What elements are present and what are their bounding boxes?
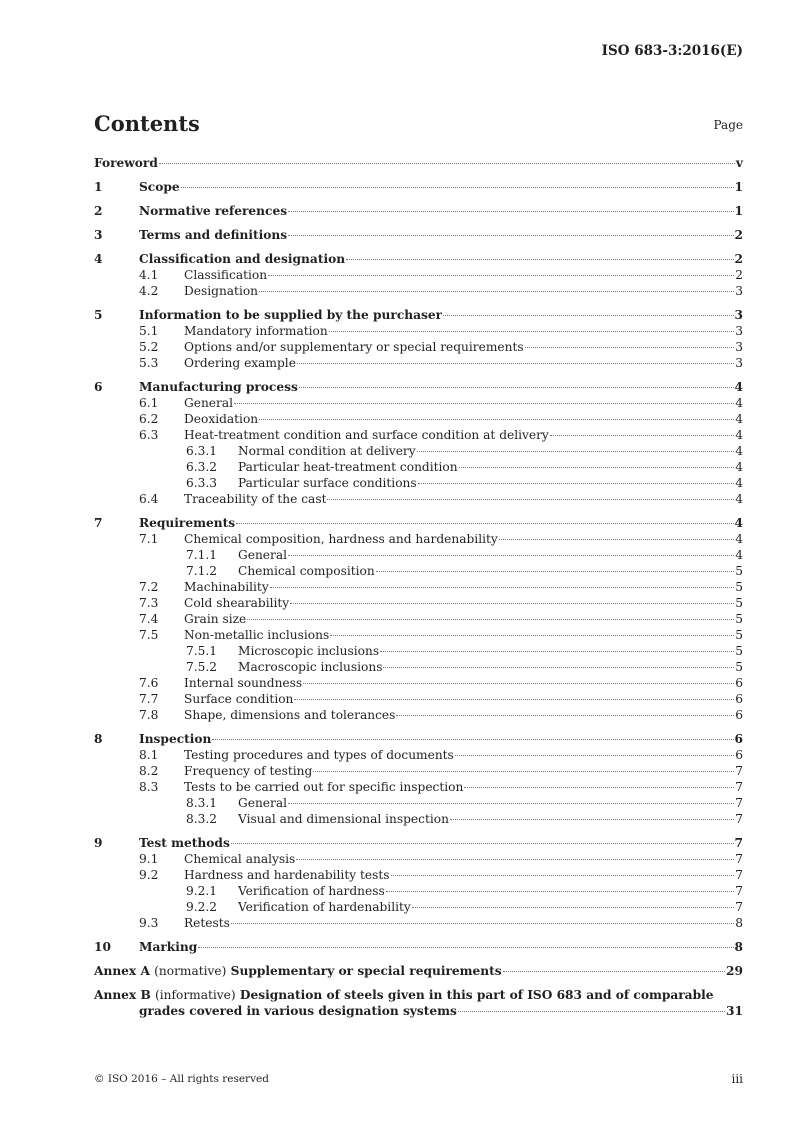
dot-leader — [455, 755, 734, 756]
dot-leader — [159, 163, 735, 164]
toc-entry-number: 4.2 — [139, 284, 159, 298]
dot-leader — [270, 587, 735, 588]
toc-entry-title: General — [184, 396, 233, 410]
toc-entry-number: 5.3 — [139, 356, 159, 370]
toc-entry-number: 7.6 — [139, 676, 159, 690]
toc-entry[interactable] — [94, 611, 743, 627]
toc-entry[interactable] — [94, 731, 743, 747]
toc-entry-number: 6.3.1 — [186, 444, 218, 458]
toc-entry-number: 7.7 — [139, 692, 159, 706]
toc-entry-number: 6.3 — [139, 428, 159, 442]
toc-entry-title: Normal condition at delivery — [238, 444, 416, 458]
toc-entry[interactable] — [94, 411, 743, 427]
toc-entry-number: 8.1 — [139, 748, 159, 762]
dot-leader — [499, 539, 734, 540]
toc-entry-title: Manufacturing process — [139, 380, 298, 394]
page-title: Contents — [94, 111, 200, 136]
toc-entry-number: 9.2.1 — [186, 884, 218, 898]
toc-entry-title: Terms and definitions — [139, 228, 288, 242]
table-of-contents — [94, 155, 743, 1019]
toc-entry-title: Particular heat-treatment condition — [238, 460, 458, 474]
footer-page-number: iii — [731, 1072, 743, 1086]
toc-entry-title: General — [238, 548, 287, 562]
toc-entry-title: Chemical analysis — [184, 852, 296, 866]
toc-entry-page: 4 — [735, 428, 743, 442]
toc-entry[interactable] — [94, 747, 743, 763]
toc-entry-title: Particular surface conditions — [238, 476, 417, 490]
toc-entry[interactable] — [94, 811, 743, 827]
dot-leader — [380, 651, 734, 652]
dot-leader — [288, 555, 734, 556]
toc-entry-number: 9.2 — [139, 868, 159, 882]
toc-entry[interactable] — [94, 899, 743, 915]
toc-entry-title: Scope — [139, 180, 180, 194]
toc-entry-page: 8 — [734, 940, 743, 954]
annex-title-line1: Designation of steels given in this part of ISO 683 and of comparable — [239, 988, 714, 1002]
footer-copyright: © ISO 2016 – All rights reserved — [94, 1073, 269, 1085]
toc-entry-page: v — [735, 156, 743, 170]
annex-title-line2: grades covered in various designation systems — [139, 1004, 457, 1018]
toc-entry-page: 2 — [735, 268, 743, 282]
toc-entry[interactable] — [94, 851, 743, 867]
toc-entry-title: Options and/or supplementary or special requirements — [184, 340, 524, 354]
toc-entry-page: 5 — [735, 596, 743, 610]
toc-entry-number: 8.3.1 — [186, 796, 218, 810]
toc-entry[interactable] — [94, 267, 743, 283]
toc-entry-page: 7 — [735, 868, 743, 882]
dot-leader — [313, 771, 734, 772]
toc-entry[interactable] — [94, 379, 743, 395]
toc-entry[interactable] — [94, 515, 743, 531]
dot-leader — [525, 347, 735, 348]
dot-leader — [386, 891, 735, 892]
toc-entry-number: 7.2 — [139, 580, 159, 594]
toc-entry-page: 1 — [734, 204, 743, 218]
toc-entry-page: 7 — [735, 900, 743, 914]
toc-entry-number: 7.3 — [139, 596, 159, 610]
toc-entry-number: 7.1 — [139, 532, 159, 546]
toc-entry-title: Information to be supplied by the purchaser — [139, 308, 443, 322]
toc-entry[interactable] — [94, 395, 743, 411]
toc-entry-title: Deoxidation — [184, 412, 259, 426]
toc-entry[interactable] — [94, 627, 743, 643]
dot-leader — [417, 451, 735, 452]
toc-entry-number: 4 — [94, 252, 103, 266]
toc-entry-page: 6 — [735, 692, 743, 706]
toc-entry[interactable] — [94, 531, 743, 547]
toc-entry-title: Machinability — [184, 580, 269, 594]
toc-entry-title: Inspection — [139, 732, 212, 746]
toc-entry[interactable] — [94, 323, 743, 339]
toc-entry-number: 5.1 — [139, 324, 159, 338]
toc-entry-title: Designation — [184, 284, 259, 298]
dot-leader — [346, 259, 733, 260]
dot-leader — [181, 187, 734, 188]
toc-entry[interactable] — [94, 883, 743, 899]
toc-entry-number: 6.4 — [139, 492, 159, 506]
toc-entry[interactable] — [94, 563, 743, 579]
toc-entry-title: Surface condition — [184, 692, 294, 706]
toc-entry[interactable] — [94, 427, 743, 443]
toc-entry-page: 2 — [734, 228, 743, 242]
toc-entry-title: Test methods — [139, 836, 230, 850]
toc-entry-number: 6 — [94, 380, 103, 394]
toc-entry-number: 10 — [94, 940, 111, 954]
toc-entry[interactable] — [94, 491, 743, 507]
toc-entry-number: 7.5.1 — [186, 644, 218, 658]
annex-title: Supplementary or special requirements — [230, 964, 502, 978]
toc-entry-number: 6.3.3 — [186, 476, 218, 490]
toc-entry-number: 9.1 — [139, 852, 159, 866]
toc-entry-title: General — [238, 796, 287, 810]
toc-entry[interactable] — [94, 547, 743, 563]
toc-entry-page: 4 — [734, 516, 743, 530]
dot-leader — [503, 971, 725, 972]
dot-leader — [412, 907, 734, 908]
document-id: ISO 683-3:2016(E) — [601, 43, 743, 59]
toc-entry-page: 4 — [735, 476, 743, 490]
toc-entry-page: 5 — [735, 612, 743, 626]
toc-entry-number: 7.5.2 — [186, 660, 218, 674]
toc-entry-number: 2 — [94, 204, 103, 218]
toc-entry-number: 7.4 — [139, 612, 159, 626]
dot-leader — [294, 699, 734, 700]
toc-entry[interactable] — [94, 915, 743, 931]
dot-leader — [296, 859, 734, 860]
dot-leader — [231, 843, 734, 844]
toc-entry[interactable] — [94, 475, 743, 491]
toc-entry-page: 4 — [735, 460, 743, 474]
toc-entry-page: 5 — [735, 580, 743, 594]
toc-entry-number: 7.1.2 — [186, 564, 218, 578]
annex-kind: (normative) — [154, 964, 227, 978]
toc-entry[interactable] — [94, 867, 743, 883]
toc-entry-page: 5 — [735, 628, 743, 642]
toc-entry-page: 4 — [735, 532, 743, 546]
dot-leader — [396, 715, 734, 716]
toc-entry-number: 6.2 — [139, 412, 159, 426]
toc-entry-title: Requirements — [139, 516, 236, 530]
toc-entry[interactable] — [94, 251, 743, 267]
toc-entry[interactable] — [94, 795, 743, 811]
toc-entry-title: Shape, dimensions and tolerances — [184, 708, 396, 722]
toc-entry-page: 5 — [735, 564, 743, 578]
toc-entry-number: 4.1 — [139, 268, 159, 282]
toc-entry[interactable] — [94, 227, 743, 243]
toc-entry-title: Grain size — [184, 612, 247, 626]
toc-entry-page: 1 — [734, 180, 743, 194]
toc-entry-number: 7.8 — [139, 708, 159, 722]
dot-leader — [247, 619, 734, 620]
toc-entry-number: 8 — [94, 732, 103, 746]
dot-leader — [550, 435, 734, 436]
dot-leader — [236, 523, 733, 524]
toc-entry-page: 4 — [735, 444, 743, 458]
dot-leader — [212, 739, 733, 740]
toc-entry[interactable] — [94, 459, 743, 475]
dot-leader — [288, 235, 733, 236]
toc-entry-title: Mandatory information — [184, 324, 328, 338]
dot-leader — [259, 291, 734, 292]
toc-entry-title: Ordering example — [184, 356, 296, 370]
toc-entry-title: Traceability of the cast — [184, 492, 327, 506]
toc-entry-number: 6.3.2 — [186, 460, 218, 474]
toc-entry-title: Internal soundness — [184, 676, 303, 690]
toc-entry-title: Foreword — [94, 156, 158, 170]
toc-entry-page: 5 — [735, 644, 743, 658]
toc-entry-page: 6 — [735, 676, 743, 690]
toc-entry-page: 2 — [734, 252, 743, 266]
toc-entry-page: 7 — [735, 852, 743, 866]
toc-entry-title: Normative references — [139, 204, 288, 218]
toc-entry-number: 7.5 — [139, 628, 159, 642]
toc-entry-title: Verification of hardenability — [238, 900, 411, 914]
toc-entry-page: 4 — [735, 492, 743, 506]
toc-entry-title: Retests — [184, 916, 230, 930]
toc-entry[interactable] — [94, 659, 743, 675]
dot-leader — [450, 819, 734, 820]
toc-entry-title: Macroscopic inclusions — [238, 660, 383, 674]
toc-entry-number: 1 — [94, 180, 103, 194]
toc-entry[interactable] — [94, 355, 743, 371]
toc-entry-page: 8 — [735, 916, 743, 930]
toc-entry-page: 7 — [735, 884, 743, 898]
toc-entry-page: 3 — [735, 284, 743, 298]
dot-leader — [443, 315, 733, 316]
toc-entry-title: Frequency of testing — [184, 764, 313, 778]
toc-entry[interactable] — [94, 307, 743, 323]
toc-entry-page: 7 — [735, 812, 743, 826]
toc-entry-title: Testing procedures and types of documents — [184, 748, 454, 762]
toc-entry[interactable] — [94, 939, 743, 955]
dot-leader — [330, 635, 734, 636]
toc-entry-page: 7 — [735, 796, 743, 810]
toc-entry-page: 4 — [735, 396, 743, 410]
toc-entry[interactable] — [94, 155, 743, 171]
toc-entry-title: Classification and designation — [139, 252, 346, 266]
toc-entry-page: 3 — [734, 308, 743, 322]
dot-leader — [290, 603, 734, 604]
toc-entry-title: Classification — [184, 268, 268, 282]
dot-leader — [383, 667, 734, 668]
annex-page: 31 — [726, 1004, 743, 1018]
toc-entry-title: Verification of hardness — [238, 884, 385, 898]
dot-leader — [234, 403, 734, 404]
dot-leader — [231, 923, 734, 924]
dot-leader — [299, 387, 734, 388]
toc-entry[interactable] — [94, 579, 743, 595]
toc-entry-number: 9.2.2 — [186, 900, 218, 914]
toc-entry[interactable] — [94, 643, 743, 659]
dot-leader — [376, 571, 735, 572]
toc-entry[interactable] — [94, 595, 743, 611]
toc-entry-page: 5 — [735, 660, 743, 674]
dot-leader — [327, 499, 734, 500]
annex-kind: (informative) — [155, 988, 236, 1002]
toc-entry[interactable] — [94, 283, 743, 299]
dot-leader — [288, 803, 734, 804]
toc-entry-title: Tests to be carried out for specific inspection — [184, 780, 464, 794]
toc-entry-page: 6 — [735, 748, 743, 762]
toc-entry-number: 3 — [94, 228, 103, 242]
toc-entry-title: Chemical composition — [238, 564, 375, 578]
toc-entry-title: Marking — [139, 940, 198, 954]
annex-label: Annex A — [94, 964, 150, 978]
toc-entry-page: 4 — [735, 412, 743, 426]
toc-entry[interactable] — [94, 707, 743, 723]
toc-entry-page: 4 — [734, 380, 743, 394]
dot-leader — [288, 211, 733, 212]
dot-leader — [268, 275, 734, 276]
dot-leader — [303, 683, 734, 684]
toc-entry-page: 7 — [734, 836, 743, 850]
toc-entry-title: Heat-treatment condition and surface condition at delivery — [184, 428, 549, 442]
dot-leader — [459, 467, 735, 468]
toc-entry-number: 6.1 — [139, 396, 159, 410]
toc-entry-number: 7.1.1 — [186, 548, 218, 562]
toc-entry-page: 3 — [735, 324, 743, 338]
dot-leader — [458, 1011, 725, 1012]
toc-entry-title: Chemical composition, hardness and hardenability — [184, 532, 498, 546]
toc-annex-b[interactable] — [94, 987, 743, 1019]
toc-entry-number: 9 — [94, 836, 103, 850]
toc-entry[interactable] — [94, 339, 743, 355]
page-column-label: Page — [713, 118, 743, 132]
toc-entry-page: 3 — [735, 340, 743, 354]
toc-entry-number: 8.2 — [139, 764, 159, 778]
toc-entry-title: Cold shearability — [184, 596, 290, 610]
toc-entry[interactable] — [94, 203, 743, 219]
dot-leader — [418, 483, 735, 484]
toc-entry-title: Non-metallic inclusions — [184, 628, 330, 642]
toc-annex-a[interactable] — [94, 963, 743, 979]
toc-entry-page: 6 — [734, 732, 743, 746]
annex-label: Annex B — [94, 988, 151, 1002]
toc-entry-title: Microscopic inclusions — [238, 644, 380, 658]
toc-entry-title: Visual and dimensional inspection — [238, 812, 449, 826]
toc-entry[interactable] — [94, 763, 743, 779]
toc-entry-number: 8.3.2 — [186, 812, 218, 826]
toc-entry-page: 7 — [735, 780, 743, 794]
toc-entry[interactable] — [94, 691, 743, 707]
toc-entry-title: Hardness and hardenability tests — [184, 868, 390, 882]
toc-entry-page: 7 — [735, 764, 743, 778]
toc-entry-number: 5.2 — [139, 340, 159, 354]
toc-entry[interactable] — [94, 779, 743, 795]
toc-entry-number: 8.3 — [139, 780, 159, 794]
toc-entry-page: 3 — [735, 356, 743, 370]
dot-leader — [297, 363, 734, 364]
toc-entry[interactable] — [94, 835, 743, 851]
dot-leader — [198, 947, 733, 948]
toc-entry-page: 4 — [735, 548, 743, 562]
dot-leader — [329, 331, 735, 332]
dot-leader — [464, 787, 734, 788]
toc-entry-number: 5 — [94, 308, 103, 322]
toc-entry-page: 6 — [735, 708, 743, 722]
toc-entry-number: 7 — [94, 516, 103, 530]
annex-page: 29 — [726, 964, 743, 978]
dot-leader — [391, 875, 735, 876]
toc-entry[interactable] — [94, 675, 743, 691]
toc-entry[interactable] — [94, 443, 743, 459]
toc-entry[interactable] — [94, 179, 743, 195]
toc-entry-number: 9.3 — [139, 916, 159, 930]
dot-leader — [259, 419, 734, 420]
